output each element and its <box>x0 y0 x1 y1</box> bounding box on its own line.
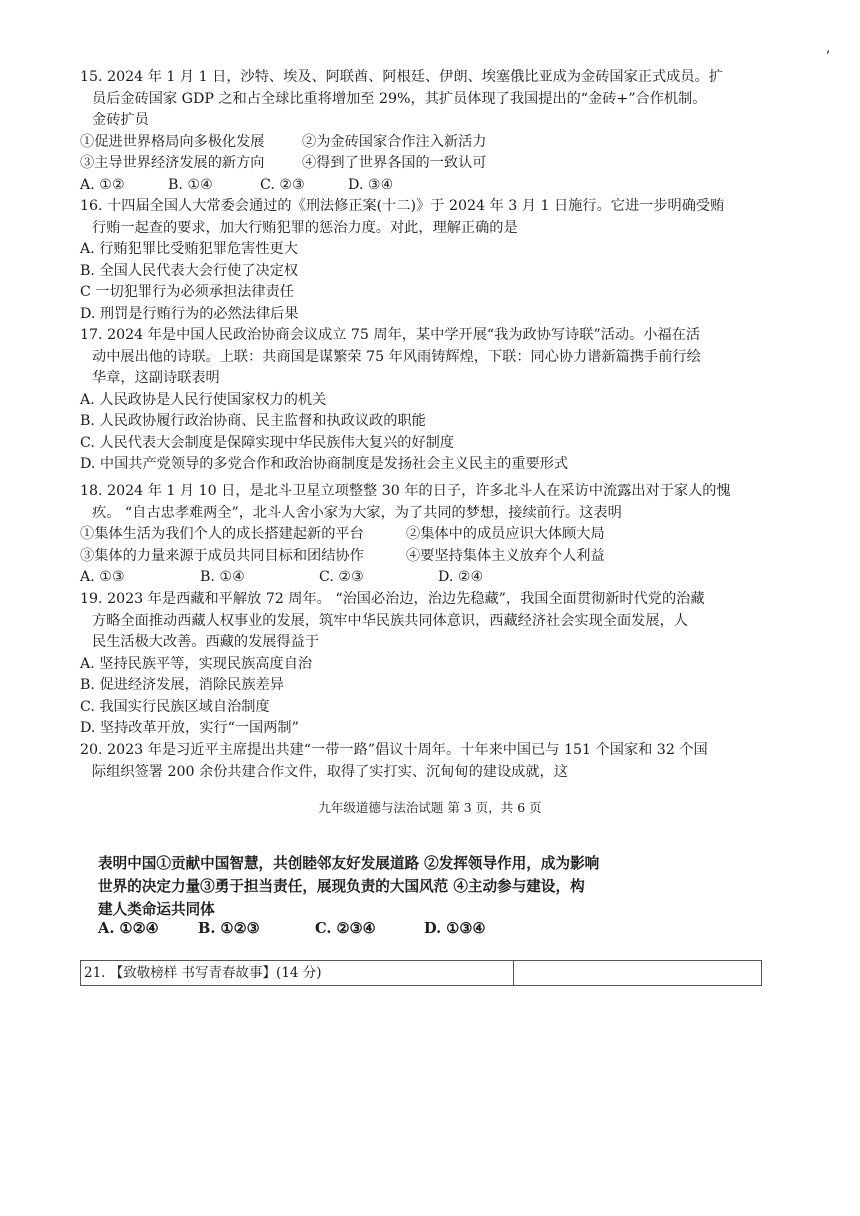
question-17 <box>80 325 780 476</box>
q15-statement-2: ②为金砖国家合作注入新活力 <box>302 133 487 150</box>
q20-options <box>98 920 486 937</box>
question-15 <box>80 67 780 196</box>
q16-option-a: A. 行贿犯罪比受贿犯罪危害性更大 <box>80 241 298 257</box>
q15-line-2: 员后金砖国家 GDP 之和占全球比重将增加至 29%，其扩员体现了我国提出的“金砖+”合作机制。 <box>92 90 707 107</box>
q18-statement-4: ④要坚持集体主义放弃个人利益 <box>406 547 605 564</box>
q16-option-c: C 一切犯罪行为必须承担法律责任 <box>80 284 294 300</box>
q17-line-3: 华章，这副诗联表明 <box>92 370 220 386</box>
question-16 <box>80 196 780 325</box>
q17-option-d: D. 中国共产党领导的多党合作和政治协商制度是发扬社会主义民主的重要形式 <box>80 456 569 472</box>
q21-right-cell <box>514 961 761 985</box>
q16-line-2: 行贿一起查的要求，加大行贿犯罪的惩治力度。对此，理解正确的是 <box>92 219 518 236</box>
q16-option-b: B. 全国人民代表大会行使了决定权 <box>80 262 299 279</box>
question-18 <box>80 481 780 589</box>
q15-option-a: A. ①② <box>80 176 125 193</box>
q18-line-1: 18. 2024 年 1 月 10 日，是北斗卫星立项整整 30 年的日子，许多北斗人在采访中流露出对于家人的愧 <box>80 483 731 499</box>
q19-option-b: B. 促进经济发展，消除民族差异 <box>80 677 284 693</box>
q18-line-2: 疚。 “自古忠孝难两全”，北斗人舍小家为大家，为了共同的梦想，接续前行。这表明 <box>92 504 622 521</box>
question-21-table <box>80 960 762 986</box>
q18-statements-row-1 <box>80 524 780 546</box>
q15-option-d: D. ③④ <box>348 176 394 193</box>
q20-option-b: B. ①②③ <box>198 920 260 937</box>
q15-statements-row-1 <box>80 132 780 154</box>
q15-line-1: 15. 2024 年 1 月 1 日，沙特、埃及、阿联酋、阿根廷、伊朗、埃塞俄比亚成为金砖国家正式成员。扩 <box>80 69 723 85</box>
q18-statements-row-2 <box>80 546 780 568</box>
q17-option-a: A. 人民政协是人民行使国家权力的机关 <box>80 391 327 408</box>
q15-option-b: B. ①④ <box>168 176 213 193</box>
q17-option-c: C. 人民代表大会制度是保障实现中华民族伟大复兴的好制度 <box>80 434 455 451</box>
q19-line-1: 19. 2023 年是西藏和平解放 72 周年。 “治国必治边，治边先稳藏”，我国全面贯彻新时代党的治藏 <box>80 591 705 607</box>
q20-cont-line-3: 建人类命运共同体 <box>98 901 215 918</box>
q17-line-1: 17. 2024 年是中国人民政治协商会议成立 75 周年，某中学开展“我为政协写诗联”活动。小福在活 <box>80 327 701 343</box>
q18-statement-1: ①集体生活为我们个人的成长搭建起新的平台 <box>80 526 364 542</box>
q20-line-1: 20. 2023 年是习近平主席提出共建“一带一路”倡议十周年。十年来中国已与 151 个国家和 32 个国 <box>80 742 708 758</box>
q20-line-2: 际组织签署 200 余份共建合作文件，取得了实打实、沉甸甸的建设成就，这 <box>92 763 568 780</box>
q20-option-d: D. ①③④ <box>424 920 486 937</box>
q15-option-c: C. ②③ <box>260 176 305 193</box>
q16-line-1: 16. 十四届全国人大常委会通过的《刑法修正案(十二)》于 2024 年 3 月 1 日施行。它进一步明确受贿 <box>80 198 725 214</box>
q18-option-c: C. ②③ <box>319 569 364 585</box>
q17-option-b: B. 人民政协履行政治协商、民主监督和执政议政的职能 <box>80 413 426 429</box>
q19-option-d: D. 坚持改革开放，实行“一国两制” <box>80 720 299 736</box>
q17-line-2: 动中展出他的诗联。上联：共商国是谋繁荣 75 年风雨铸辉煌，下联：同心协力谱新篇携手前行绘 <box>92 348 701 365</box>
q15-statements-row-2 <box>80 153 780 175</box>
q20-cont-line-2: 世界的决定力量③勇于担当责任，展现负责的大国风范 ④主动参与建设，构 <box>98 878 585 895</box>
question-20 <box>80 740 780 783</box>
q18-statement-3: ③集体的力量来源于成员共同目标和团结协作 <box>80 547 364 564</box>
q20-option-c: C. ②③④ <box>315 920 376 937</box>
q18-option-a: A. ①③ <box>80 569 125 585</box>
q20-cont-line-1: 表明中国①贡献中国智慧，共创睦邻友好发展道路 ②发挥领导作用，成为影响 <box>98 855 600 872</box>
page-footer: 九年级道德与法治试题 第 3 页，共 6 页 <box>318 800 542 815</box>
q18-options <box>80 567 780 589</box>
q18-statement-2: ②集体中的成员应识大体顾大局 <box>406 526 605 542</box>
q15-statement-3: ③主导世界经济发展的新方向 <box>80 155 265 171</box>
q15-line-3: 金砖扩员 <box>92 112 149 128</box>
q18-option-d: D. ②④ <box>438 569 484 585</box>
question-19 <box>80 589 780 740</box>
q15-statement-1: ①促进世界格局向多极化发展 <box>80 133 265 150</box>
q19-line-2: 方略全面推动西藏人权事业的发展，筑牢中华民族共同体意识，西藏经济社会实现全面发展，人 <box>92 612 688 629</box>
q19-option-a: A. 坚持民族平等，实现民族高度自治 <box>80 655 313 672</box>
corner-mark: , <box>826 40 831 56</box>
q18-option-b: B. ①④ <box>200 569 245 585</box>
question-20-continued <box>98 852 678 921</box>
q21-title: 21. 【致敬榜样 书写青春故事】(14 分) <box>81 961 514 985</box>
q15-options <box>80 175 780 197</box>
q16-option-d: D. 刑罚是行贿行为的必然法律后果 <box>80 305 299 322</box>
q19-line-3: 民生活极大改善。西藏的发展得益于 <box>92 634 320 650</box>
q19-option-c: C. 我国实行民族区域自治制度 <box>80 698 270 715</box>
q15-statement-4: ④得到了世界各国的一致认可 <box>302 155 487 171</box>
q20-option-a: A. ①②④ <box>98 920 159 937</box>
